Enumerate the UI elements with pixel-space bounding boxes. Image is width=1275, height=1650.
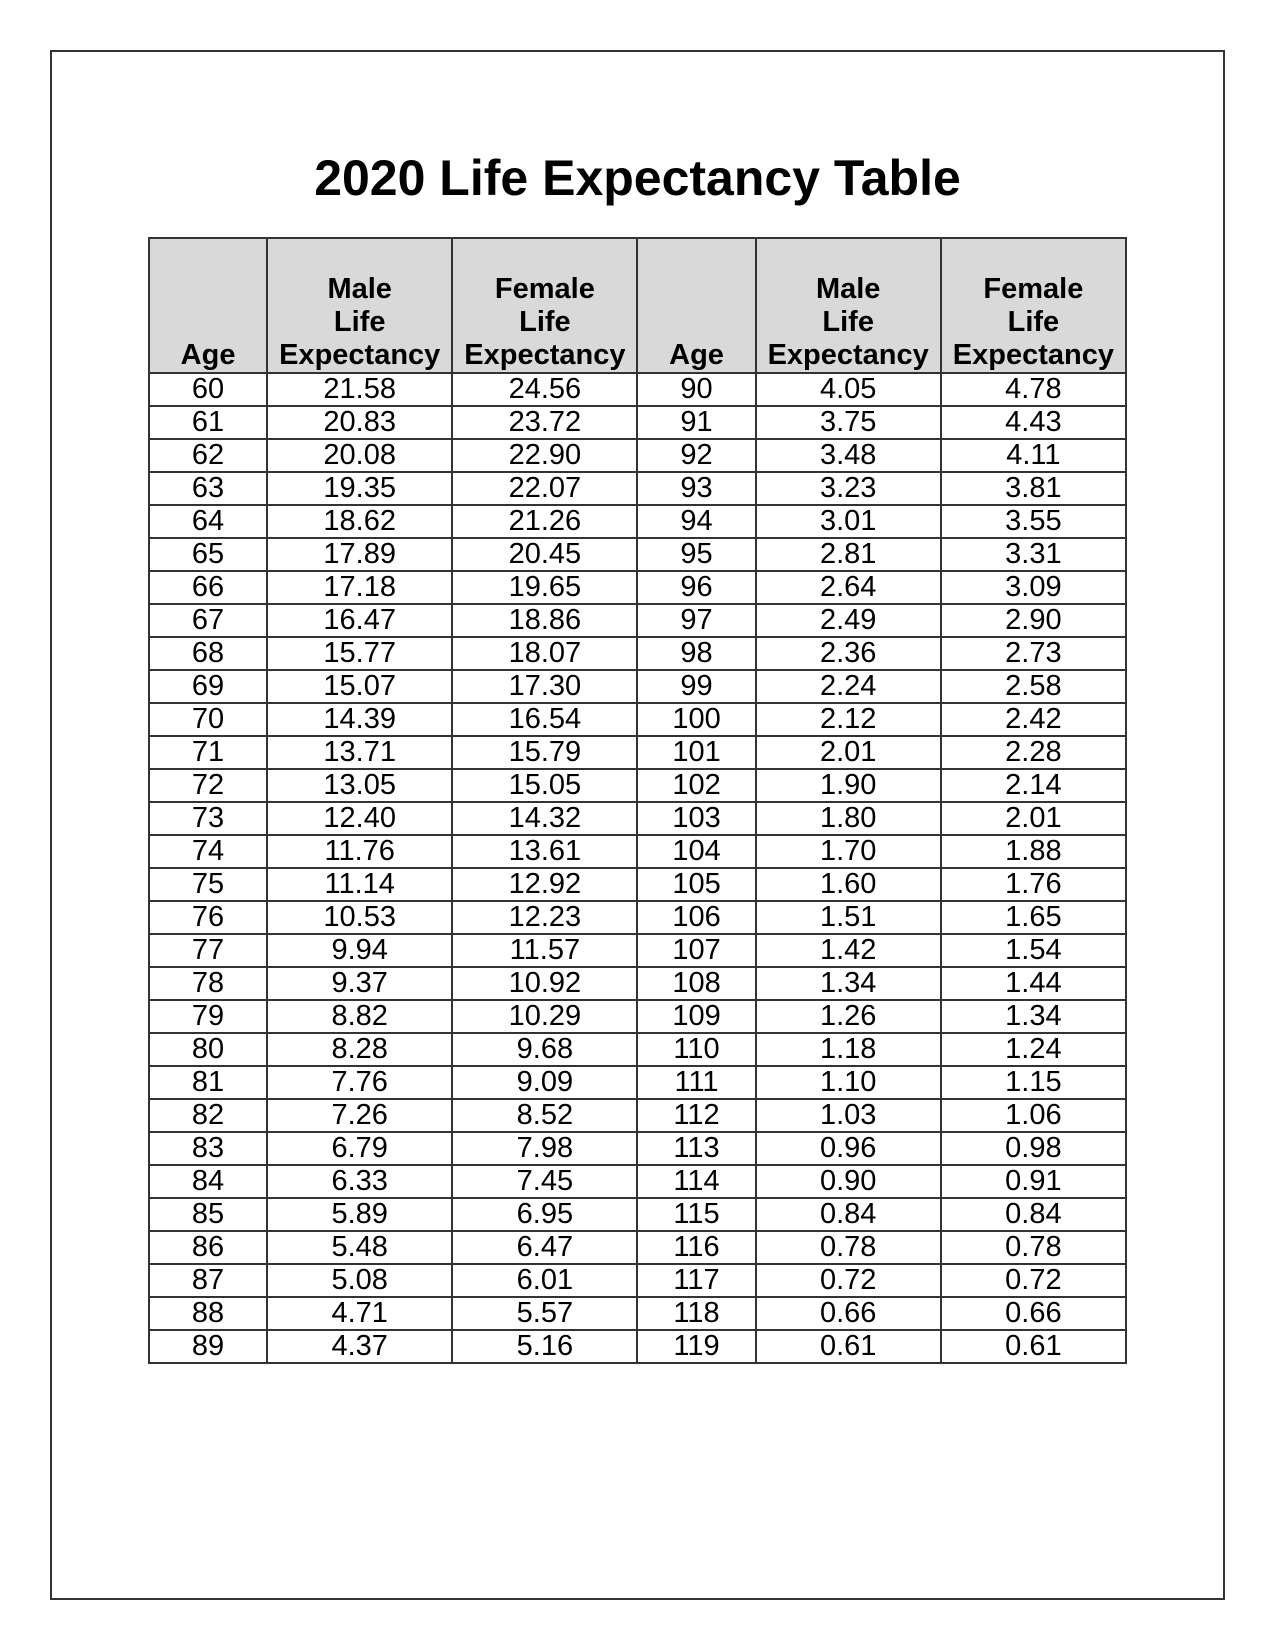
female-life-expectancy-cell: 0.61 (941, 1330, 1126, 1363)
male-life-expectancy-cell: 10.53 (267, 901, 452, 934)
age-cell: 92 (637, 439, 755, 472)
age-cell: 113 (637, 1132, 755, 1165)
age-cell: 80 (149, 1033, 267, 1066)
female-life-expectancy-cell: 1.06 (941, 1099, 1126, 1132)
male-life-expectancy-cell: 5.89 (267, 1198, 452, 1231)
age-cell: 77 (149, 934, 267, 967)
male-life-expectancy-cell: 0.78 (756, 1231, 941, 1264)
age-cell: 72 (149, 769, 267, 802)
column-header-female-life-expectancy-2 (941, 238, 1126, 373)
age-cell: 64 (149, 505, 267, 538)
header-line: Age (180, 339, 236, 371)
male-life-expectancy-cell: 0.90 (756, 1165, 941, 1198)
female-life-expectancy-cell: 0.72 (941, 1264, 1126, 1297)
female-life-expectancy-cell: 19.65 (452, 571, 637, 604)
female-life-expectancy-cell: 5.57 (452, 1297, 637, 1330)
female-life-expectancy-cell: 0.91 (941, 1165, 1126, 1198)
male-life-expectancy-cell: 21.58 (267, 373, 452, 406)
table-body (149, 373, 1126, 1363)
age-cell: 112 (637, 1099, 755, 1132)
male-life-expectancy-cell: 4.71 (267, 1297, 452, 1330)
age-cell: 69 (149, 670, 267, 703)
age-cell: 104 (637, 835, 755, 868)
male-life-expectancy-cell: 1.90 (756, 769, 941, 802)
female-life-expectancy-cell: 23.72 (452, 406, 637, 439)
female-life-expectancy-cell: 1.65 (941, 901, 1126, 934)
male-life-expectancy-cell: 3.75 (756, 406, 941, 439)
female-life-expectancy-cell: 1.88 (941, 835, 1126, 868)
age-cell: 96 (637, 571, 755, 604)
female-life-expectancy-cell: 0.78 (941, 1231, 1126, 1264)
female-life-expectancy-cell: 3.81 (941, 472, 1126, 505)
age-cell: 108 (637, 967, 755, 1000)
male-life-expectancy-cell: 13.05 (267, 769, 452, 802)
female-life-expectancy-cell: 1.24 (941, 1033, 1126, 1066)
female-life-expectancy-cell: 1.15 (941, 1066, 1126, 1099)
age-cell: 118 (637, 1297, 755, 1330)
female-life-expectancy-cell: 15.79 (452, 736, 637, 769)
female-life-expectancy-cell: 3.55 (941, 505, 1126, 538)
age-cell: 105 (637, 868, 755, 901)
male-life-expectancy-cell: 19.35 (267, 472, 452, 505)
male-life-expectancy-cell: 20.83 (267, 406, 452, 439)
table-row (149, 538, 1126, 571)
age-cell: 99 (637, 670, 755, 703)
age-cell: 90 (637, 373, 755, 406)
male-life-expectancy-cell: 2.24 (756, 670, 941, 703)
table-row (149, 934, 1126, 967)
age-cell: 94 (637, 505, 755, 538)
header-line: Male (327, 273, 392, 305)
age-cell: 115 (637, 1198, 755, 1231)
female-life-expectancy-cell: 6.47 (452, 1231, 637, 1264)
female-life-expectancy-cell: 22.07 (452, 472, 637, 505)
header-line: Female (983, 273, 1084, 305)
header-line: Expectancy (952, 339, 1114, 371)
female-life-expectancy-cell: 2.73 (941, 637, 1126, 670)
female-life-expectancy-cell: 7.98 (452, 1132, 637, 1165)
table-row (149, 802, 1126, 835)
female-life-expectancy-cell: 17.30 (452, 670, 637, 703)
female-life-expectancy-cell: 2.58 (941, 670, 1126, 703)
male-life-expectancy-cell: 12.40 (267, 802, 452, 835)
male-life-expectancy-cell: 16.47 (267, 604, 452, 637)
age-cell: 107 (637, 934, 755, 967)
header-line: Female (494, 273, 595, 305)
column-header-male-life-expectancy (267, 238, 452, 373)
header-line: Expectancy (279, 339, 441, 371)
header-line: Life (519, 306, 571, 338)
female-life-expectancy-cell: 3.31 (941, 538, 1126, 571)
female-life-expectancy-cell: 1.44 (941, 967, 1126, 1000)
age-cell: 116 (637, 1231, 755, 1264)
male-life-expectancy-cell: 1.51 (756, 901, 941, 934)
age-cell: 110 (637, 1033, 755, 1066)
table-row (149, 703, 1126, 736)
female-life-expectancy-cell: 4.78 (941, 373, 1126, 406)
age-cell: 66 (149, 571, 267, 604)
male-life-expectancy-cell: 1.34 (756, 967, 941, 1000)
female-life-expectancy-cell: 8.52 (452, 1099, 637, 1132)
male-life-expectancy-cell: 4.05 (756, 373, 941, 406)
male-life-expectancy-cell: 1.18 (756, 1033, 941, 1066)
table-row (149, 505, 1126, 538)
male-life-expectancy-cell: 11.76 (267, 835, 452, 868)
age-cell: 111 (637, 1066, 755, 1099)
male-life-expectancy-cell: 9.37 (267, 967, 452, 1000)
age-cell: 100 (637, 703, 755, 736)
female-life-expectancy-cell: 12.92 (452, 868, 637, 901)
age-cell: 102 (637, 769, 755, 802)
male-life-expectancy-cell: 0.84 (756, 1198, 941, 1231)
age-cell: 117 (637, 1264, 755, 1297)
table-row (149, 1297, 1126, 1330)
age-cell: 103 (637, 802, 755, 835)
female-life-expectancy-cell: 9.09 (452, 1066, 637, 1099)
age-cell: 85 (149, 1198, 267, 1231)
male-life-expectancy-cell: 13.71 (267, 736, 452, 769)
table-row (149, 1066, 1126, 1099)
female-life-expectancy-cell: 21.26 (452, 505, 637, 538)
male-life-expectancy-cell: 7.76 (267, 1066, 452, 1099)
female-life-expectancy-cell: 5.16 (452, 1330, 637, 1363)
age-cell: 97 (637, 604, 755, 637)
table-row (149, 373, 1126, 406)
life-expectancy-table (148, 237, 1127, 1364)
female-life-expectancy-cell: 24.56 (452, 373, 637, 406)
age-cell: 83 (149, 1132, 267, 1165)
table-row (149, 1000, 1126, 1033)
male-life-expectancy-cell: 3.48 (756, 439, 941, 472)
age-cell: 91 (637, 406, 755, 439)
female-life-expectancy-cell: 6.95 (452, 1198, 637, 1231)
age-cell: 106 (637, 901, 755, 934)
female-life-expectancy-cell: 2.01 (941, 802, 1126, 835)
male-life-expectancy-cell: 2.36 (756, 637, 941, 670)
header-line: Expectancy (464, 339, 626, 371)
age-cell: 86 (149, 1231, 267, 1264)
age-cell: 75 (149, 868, 267, 901)
female-life-expectancy-cell: 3.09 (941, 571, 1126, 604)
female-life-expectancy-cell: 1.54 (941, 934, 1126, 967)
column-header-female-life-expectancy (452, 238, 637, 373)
male-life-expectancy-cell: 9.94 (267, 934, 452, 967)
age-cell: 89 (149, 1330, 267, 1363)
female-life-expectancy-cell: 18.86 (452, 604, 637, 637)
header-line: Life (1007, 306, 1060, 338)
header-row (149, 238, 1126, 373)
table-row (149, 439, 1126, 472)
age-cell: 98 (637, 637, 755, 670)
female-life-expectancy-cell: 12.23 (452, 901, 637, 934)
female-life-expectancy-cell: 1.34 (941, 1000, 1126, 1033)
male-life-expectancy-cell: 1.26 (756, 1000, 941, 1033)
age-cell: 82 (149, 1099, 267, 1132)
female-life-expectancy-cell: 7.45 (452, 1165, 637, 1198)
age-cell: 79 (149, 1000, 267, 1033)
male-life-expectancy-cell: 2.01 (756, 736, 941, 769)
female-life-expectancy-cell: 18.07 (452, 637, 637, 670)
male-life-expectancy-cell: 1.60 (756, 868, 941, 901)
age-cell: 67 (149, 604, 267, 637)
header-line: Expectancy (767, 339, 929, 371)
age-cell: 65 (149, 538, 267, 571)
age-cell: 81 (149, 1066, 267, 1099)
male-life-expectancy-cell: 1.80 (756, 802, 941, 835)
male-life-expectancy-cell: 1.42 (756, 934, 941, 967)
male-life-expectancy-cell: 3.23 (756, 472, 941, 505)
male-life-expectancy-cell: 14.39 (267, 703, 452, 736)
age-cell: 88 (149, 1297, 267, 1330)
table-row (149, 835, 1126, 868)
male-life-expectancy-cell: 7.26 (267, 1099, 452, 1132)
male-life-expectancy-cell: 6.79 (267, 1132, 452, 1165)
age-cell: 74 (149, 835, 267, 868)
table-row (149, 736, 1126, 769)
male-life-expectancy-cell: 5.08 (267, 1264, 452, 1297)
male-life-expectancy-cell: 0.61 (756, 1330, 941, 1363)
male-life-expectancy-cell: 0.66 (756, 1297, 941, 1330)
female-life-expectancy-cell: 4.43 (941, 406, 1126, 439)
male-life-expectancy-cell: 0.96 (756, 1132, 941, 1165)
male-life-expectancy-cell: 6.33 (267, 1165, 452, 1198)
table-row (149, 406, 1126, 439)
female-life-expectancy-cell: 10.92 (452, 967, 637, 1000)
table-row (149, 1198, 1126, 1231)
age-cell: 60 (149, 373, 267, 406)
age-cell: 84 (149, 1165, 267, 1198)
age-cell: 114 (637, 1165, 755, 1198)
age-cell: 93 (637, 472, 755, 505)
table-row (149, 1099, 1126, 1132)
female-life-expectancy-cell: 9.68 (452, 1033, 637, 1066)
male-life-expectancy-cell: 2.81 (756, 538, 941, 571)
male-life-expectancy-cell: 1.10 (756, 1066, 941, 1099)
header-line: Life (822, 306, 874, 338)
age-cell: 87 (149, 1264, 267, 1297)
male-life-expectancy-cell: 15.77 (267, 637, 452, 670)
male-life-expectancy-cell: 1.70 (756, 835, 941, 868)
male-life-expectancy-cell: 3.01 (756, 505, 941, 538)
age-cell: 71 (149, 736, 267, 769)
table-row (149, 1033, 1126, 1066)
female-life-expectancy-cell: 22.90 (452, 439, 637, 472)
age-cell: 119 (637, 1330, 755, 1363)
male-life-expectancy-cell: 20.08 (267, 439, 452, 472)
header-line: Age (669, 339, 724, 371)
age-cell: 76 (149, 901, 267, 934)
male-life-expectancy-cell: 17.18 (267, 571, 452, 604)
table-row (149, 967, 1126, 1000)
male-life-expectancy-cell: 2.64 (756, 571, 941, 604)
male-life-expectancy-cell: 4.37 (267, 1330, 452, 1363)
female-life-expectancy-cell: 0.84 (941, 1198, 1126, 1231)
header-line: Life (333, 306, 386, 338)
female-life-expectancy-cell: 2.42 (941, 703, 1126, 736)
female-life-expectancy-cell: 6.01 (452, 1264, 637, 1297)
female-life-expectancy-cell: 10.29 (452, 1000, 637, 1033)
column-header-age-2 (637, 238, 755, 373)
male-life-expectancy-cell: 2.12 (756, 703, 941, 736)
male-life-expectancy-cell: 11.14 (267, 868, 452, 901)
table-row (149, 1264, 1126, 1297)
table-row (149, 604, 1126, 637)
age-cell: 70 (149, 703, 267, 736)
age-cell: 109 (637, 1000, 755, 1033)
column-header-male-life-expectancy-2 (756, 238, 941, 373)
male-life-expectancy-cell: 0.72 (756, 1264, 941, 1297)
table-row (149, 1165, 1126, 1198)
male-life-expectancy-cell: 15.07 (267, 670, 452, 703)
female-life-expectancy-cell: 11.57 (452, 934, 637, 967)
table-row (149, 769, 1126, 802)
male-life-expectancy-cell: 17.89 (267, 538, 452, 571)
header-line: Male (815, 273, 881, 305)
male-life-expectancy-cell: 8.82 (267, 1000, 452, 1033)
male-life-expectancy-cell: 1.03 (756, 1099, 941, 1132)
female-life-expectancy-cell: 2.28 (941, 736, 1126, 769)
page-title: 2020 Life Expectancy Table (314, 150, 961, 206)
table-row (149, 868, 1126, 901)
age-cell: 95 (637, 538, 755, 571)
age-cell: 62 (149, 439, 267, 472)
age-cell: 101 (637, 736, 755, 769)
male-life-expectancy-cell: 2.49 (756, 604, 941, 637)
female-life-expectancy-cell: 0.98 (941, 1132, 1126, 1165)
table-row (149, 1132, 1126, 1165)
female-life-expectancy-cell: 4.11 (941, 439, 1126, 472)
female-life-expectancy-cell: 1.76 (941, 868, 1126, 901)
age-cell: 73 (149, 802, 267, 835)
male-life-expectancy-cell: 18.62 (267, 505, 452, 538)
table-row (149, 472, 1126, 505)
table-row (149, 1330, 1126, 1363)
table-row (149, 901, 1126, 934)
age-cell: 61 (149, 406, 267, 439)
female-life-expectancy-cell: 15.05 (452, 769, 637, 802)
table-row (149, 670, 1126, 703)
female-life-expectancy-cell: 2.90 (941, 604, 1126, 637)
female-life-expectancy-cell: 0.66 (941, 1297, 1126, 1330)
table-row (149, 1231, 1126, 1264)
female-life-expectancy-cell: 16.54 (452, 703, 637, 736)
table-row (149, 637, 1126, 670)
male-life-expectancy-cell: 8.28 (267, 1033, 452, 1066)
female-life-expectancy-cell: 20.45 (452, 538, 637, 571)
age-cell: 78 (149, 967, 267, 1000)
female-life-expectancy-cell: 14.32 (452, 802, 637, 835)
table-row (149, 571, 1126, 604)
column-header-age (149, 238, 267, 373)
male-life-expectancy-cell: 5.48 (267, 1231, 452, 1264)
female-life-expectancy-cell: 13.61 (452, 835, 637, 868)
age-cell: 63 (149, 472, 267, 505)
age-cell: 68 (149, 637, 267, 670)
female-life-expectancy-cell: 2.14 (941, 769, 1126, 802)
